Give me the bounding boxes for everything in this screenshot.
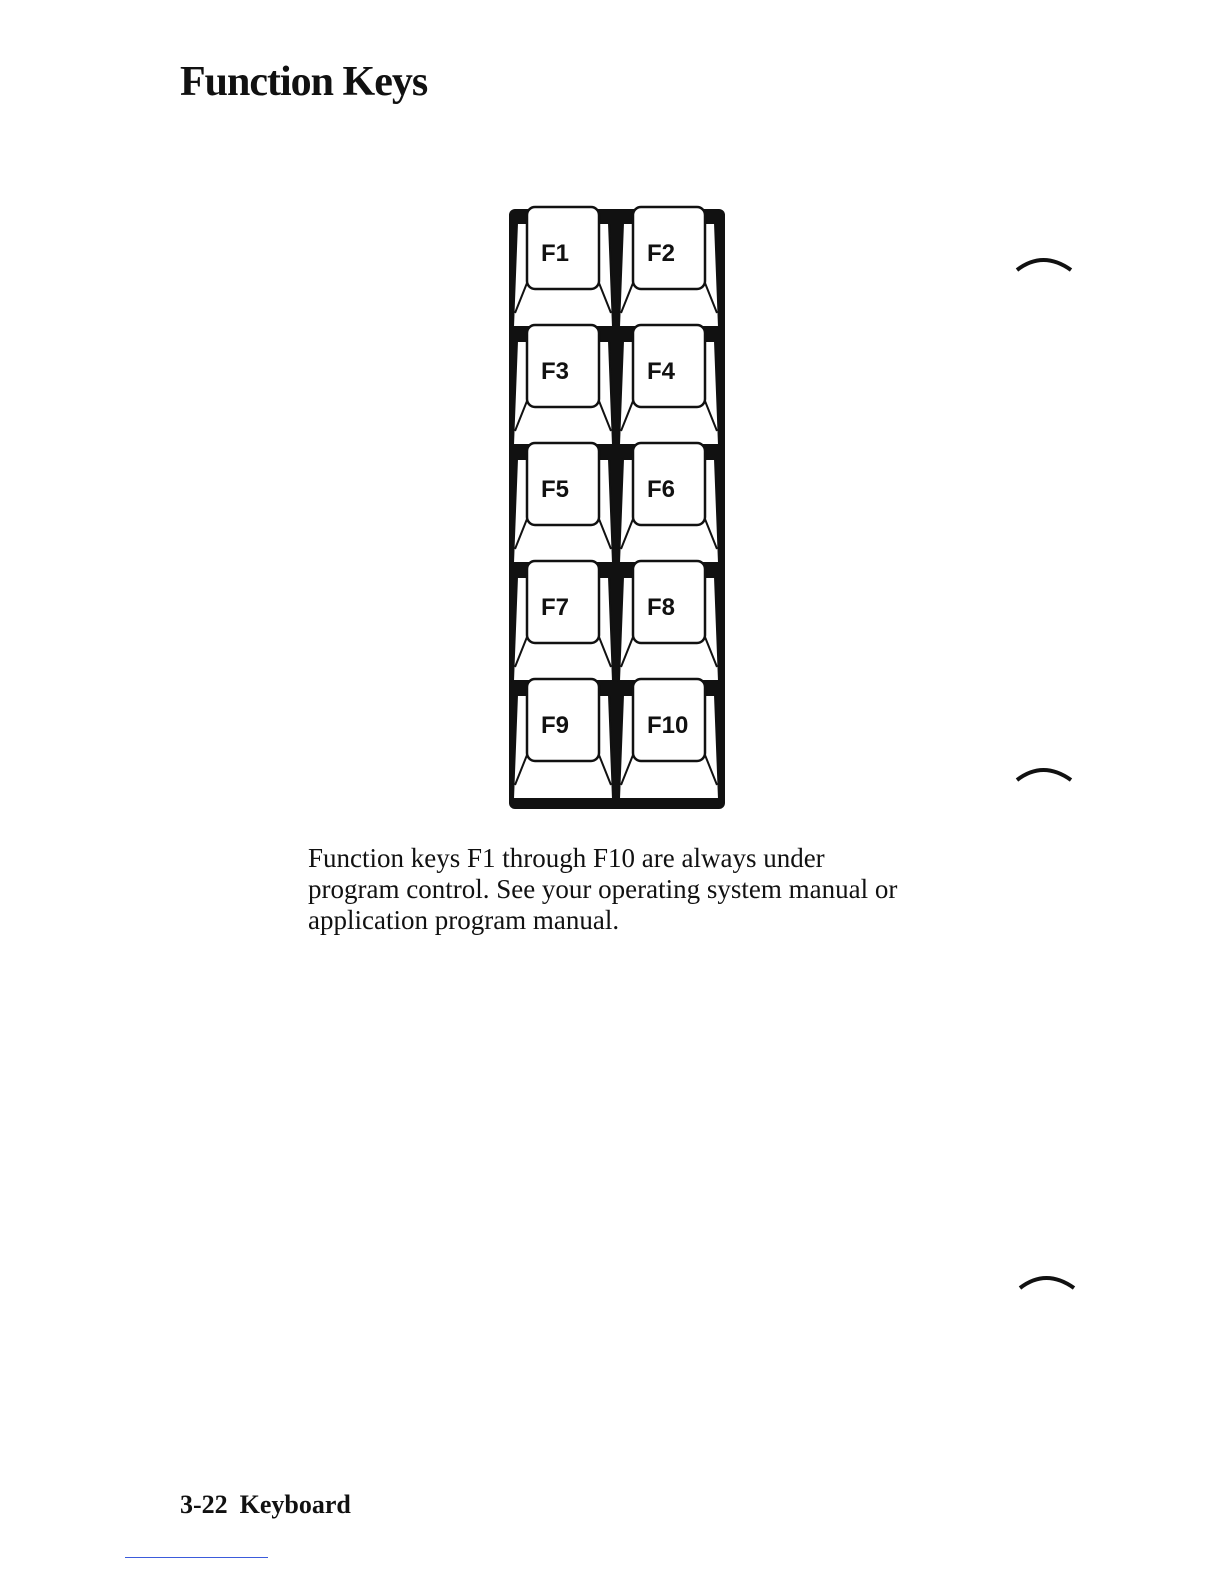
key-label-f5: F5	[541, 476, 570, 503]
key-label-f1: F1	[541, 240, 570, 267]
key-label-f2: F2	[647, 240, 676, 267]
function-key-f9	[513, 679, 613, 799]
body-paragraph	[308, 843, 1008, 936]
function-key-f10	[619, 679, 719, 799]
footer-page-number: 3-22	[180, 1490, 228, 1519]
body-line: program control. See your operating system manual or	[308, 874, 898, 904]
function-key-f6	[619, 443, 719, 563]
body-line: Function keys F1 through F10 are always under	[308, 843, 825, 873]
binder-hole-mark	[1015, 250, 1075, 274]
keypad-svg	[505, 195, 730, 815]
key-label-f6: F6	[647, 476, 676, 503]
function-keypad-illustration	[505, 195, 730, 815]
key-label-f3: F3	[541, 358, 570, 385]
function-key-f3	[513, 325, 613, 445]
function-key-f8	[619, 561, 719, 681]
function-key-f5	[513, 443, 613, 563]
footer-section-title: Keyboard	[239, 1490, 351, 1519]
key-label-f8: F8	[647, 594, 676, 621]
key-label-f4: F4	[647, 358, 676, 385]
binder-hole-mark	[1015, 760, 1075, 784]
function-key-f4	[619, 325, 719, 445]
function-key-f7	[513, 561, 613, 681]
key-label-f7: F7	[541, 594, 570, 621]
binder-hole-mark	[1018, 1268, 1078, 1292]
function-key-f1	[513, 207, 613, 327]
key-label-f10: F10	[647, 712, 689, 739]
function-key-f2	[619, 207, 719, 327]
key-label-f9: F9	[541, 712, 570, 739]
page-title: Function Keys	[180, 59, 428, 105]
page-footer	[180, 1490, 351, 1520]
footer-rule	[125, 1557, 268, 1558]
body-line: application program manual.	[308, 905, 620, 935]
